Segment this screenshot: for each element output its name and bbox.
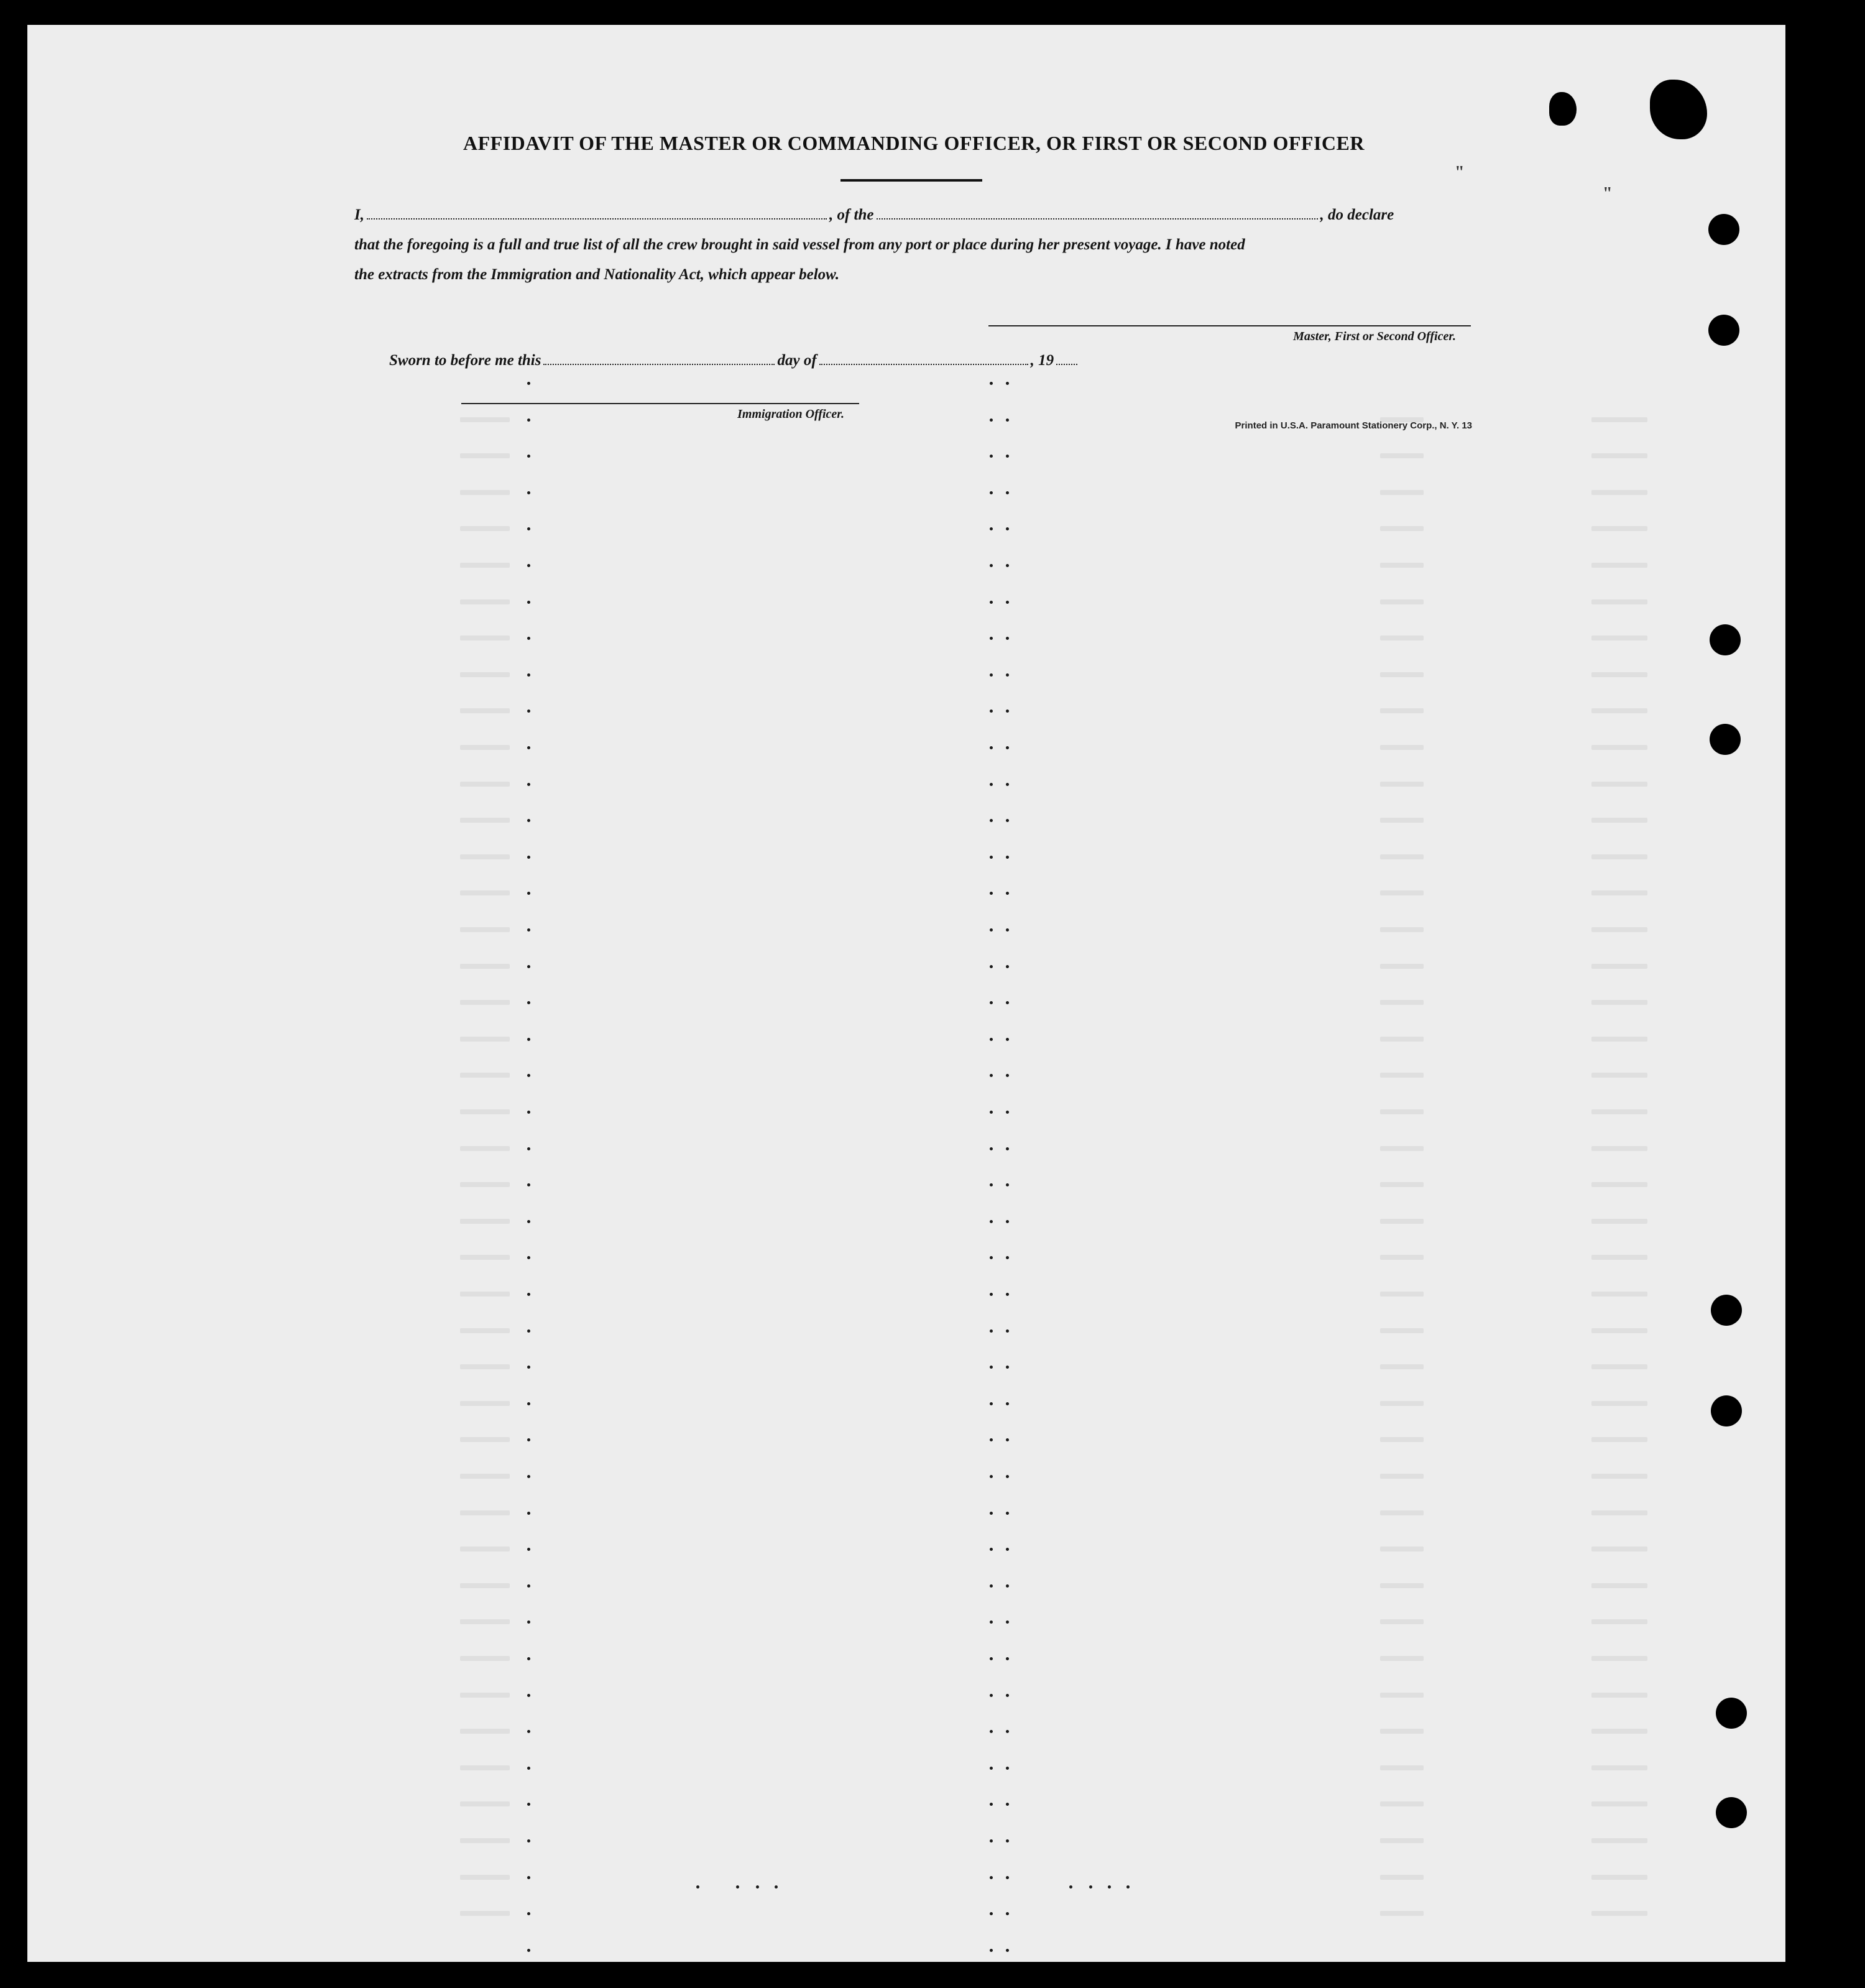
bleed-through-mark	[1380, 1693, 1424, 1698]
bleed-through-mark	[460, 1474, 510, 1479]
column-dot	[1006, 601, 1009, 604]
column-dot	[1006, 1620, 1009, 1624]
bleed-through-mark	[1380, 1182, 1424, 1187]
bleed-through-mark	[1380, 927, 1424, 932]
column-dot	[990, 746, 993, 749]
bleed-through-mark	[1380, 1729, 1424, 1734]
sworn-month-field[interactable]	[819, 363, 1028, 365]
bleed-through-mark	[460, 1219, 510, 1224]
punch-hole-icon	[1711, 1395, 1742, 1426]
bleed-through-mark	[1591, 1838, 1647, 1843]
column-dot	[1006, 527, 1009, 530]
column-dot	[527, 1402, 530, 1405]
immigration-officer-caption: Immigration Officer.	[737, 407, 844, 421]
column-dot	[990, 382, 993, 385]
master-name-field[interactable]	[367, 218, 827, 220]
column-dot	[527, 1548, 530, 1551]
column-dot	[527, 856, 530, 859]
column-dot	[990, 1438, 993, 1441]
column-dot	[527, 819, 530, 822]
bleed-through-mark	[460, 1911, 510, 1916]
bleed-through-mark	[1380, 1437, 1424, 1442]
bleed-through-mark	[1591, 1109, 1647, 1114]
bleed-through-mark	[460, 563, 510, 568]
column-dot	[990, 1548, 993, 1551]
bleed-through-mark	[460, 1546, 510, 1551]
column-dot	[527, 1293, 530, 1296]
bleed-through-mark	[1591, 818, 1647, 823]
bleed-through-mark	[460, 1401, 510, 1406]
declaration-line-1	[354, 206, 1473, 224]
bleed-through-mark	[460, 782, 510, 787]
bleed-through-mark	[460, 1255, 510, 1260]
column-dot	[1006, 928, 1009, 932]
bleed-through-mark	[1591, 1037, 1647, 1042]
bleed-through-mark	[460, 1109, 510, 1114]
column-dot	[990, 710, 993, 713]
declaration-line-2: that the foregoing is a full and true list of all the crew brought in said vessel from any port or place during her present voyage. I have noted	[354, 236, 1245, 253]
column-dot	[1006, 1730, 1009, 1733]
column-dot	[990, 1329, 993, 1333]
bleed-through-mark	[460, 1292, 510, 1297]
bleed-through-mark	[1380, 1401, 1424, 1406]
column-dot	[1006, 673, 1009, 677]
column-dot	[527, 527, 530, 530]
column-dot	[527, 673, 530, 677]
bleed-through-mark	[1591, 1292, 1647, 1297]
column-dot	[527, 1438, 530, 1441]
bleed-through-mark	[460, 1073, 510, 1078]
column-dot	[990, 856, 993, 859]
bleed-through-mark	[1591, 636, 1647, 640]
bleed-through-mark	[1591, 1729, 1647, 1734]
bleed-through-mark	[1380, 1546, 1424, 1551]
document-page	[27, 25, 1785, 1962]
bleed-through-mark	[1591, 1255, 1647, 1260]
column-dot	[527, 710, 530, 713]
column-dot	[990, 819, 993, 822]
column-dot	[1006, 1038, 1009, 1041]
column-dot	[990, 1293, 993, 1296]
column-dot	[527, 1038, 530, 1041]
bleed-through-mark	[460, 636, 510, 640]
column-dot	[1006, 1366, 1009, 1369]
column-dot	[1006, 491, 1009, 494]
bleed-through-mark	[460, 890, 510, 895]
column-dot	[1006, 1657, 1009, 1660]
vessel-name-field[interactable]	[877, 218, 1318, 220]
column-dot	[990, 601, 993, 604]
bleed-through-mark	[1591, 1328, 1647, 1333]
bleed-through-mark	[1380, 1656, 1424, 1661]
column-dot	[990, 564, 993, 567]
title-underline	[840, 179, 982, 182]
column-dot	[1006, 1402, 1009, 1405]
bleed-through-mark	[1380, 1219, 1424, 1224]
column-dot	[990, 1220, 993, 1223]
punch-hole-icon	[1711, 1295, 1742, 1326]
bleed-through-mark	[460, 1619, 510, 1624]
affidavit-title: AFFIDAVIT OF THE MASTER OR COMMANDING OFFICER, OR FIRST OR SECOND OFFICER	[463, 132, 1365, 154]
bleed-through-mark	[1380, 782, 1424, 787]
bleed-through-mark	[1591, 745, 1647, 750]
bleed-through-mark	[460, 1328, 510, 1333]
punch-hole-icon	[1708, 214, 1739, 245]
bleed-through-mark	[1380, 526, 1424, 531]
bleed-through-mark	[1380, 1510, 1424, 1515]
bleed-through-mark	[1591, 1801, 1647, 1806]
sworn-day-of: day of	[777, 352, 817, 369]
bleed-through-mark	[460, 745, 510, 750]
sworn-line	[389, 352, 1080, 369]
ink-blot-icon	[1549, 92, 1577, 126]
bleed-through-mark	[1380, 672, 1424, 677]
bleed-through-mark	[1380, 490, 1424, 495]
column-dot	[696, 1885, 699, 1889]
bleed-through-mark	[460, 1182, 510, 1187]
column-dot	[1006, 1256, 1009, 1259]
column-dot	[990, 673, 993, 677]
sworn-year-field[interactable]	[1056, 363, 1077, 365]
sworn-prefix: Sworn to before me this	[389, 352, 541, 369]
quote-mark-close: "	[1603, 184, 1613, 203]
bleed-through-mark	[460, 1437, 510, 1442]
column-dot	[527, 783, 530, 786]
bleed-through-mark	[1591, 453, 1647, 458]
column-dot	[1006, 1803, 1009, 1806]
quote-mark-open: "	[1455, 163, 1465, 182]
column-dot	[990, 455, 993, 458]
bleed-through-mark	[460, 1364, 510, 1369]
bleed-through-mark	[1380, 1328, 1424, 1333]
bleed-through-mark	[460, 490, 510, 495]
column-dot	[1006, 1001, 1009, 1004]
column-dot	[1126, 1885, 1130, 1889]
column-dot	[990, 1512, 993, 1515]
column-dot	[1006, 1767, 1009, 1770]
column-dot	[736, 1885, 739, 1889]
bleed-through-mark	[460, 526, 510, 531]
column-dot	[1006, 637, 1009, 640]
bleed-through-mark	[1380, 563, 1424, 568]
bleed-through-mark	[1591, 526, 1647, 531]
bleed-through-mark	[1591, 1401, 1647, 1406]
column-dot	[990, 1147, 993, 1150]
bleed-through-mark	[460, 599, 510, 604]
column-dot	[527, 1366, 530, 1369]
bleed-through-mark	[1380, 599, 1424, 604]
bleed-through-mark	[1380, 1765, 1424, 1770]
column-dot	[1006, 856, 1009, 859]
column-dot	[527, 1803, 530, 1806]
bleed-through-mark	[1380, 453, 1424, 458]
column-dot	[527, 382, 530, 385]
column-dot	[1006, 382, 1009, 385]
bleed-through-mark	[1380, 1364, 1424, 1369]
bleed-through-mark	[1591, 1875, 1647, 1880]
column-dot	[527, 1949, 530, 1952]
bleed-through-mark	[460, 453, 510, 458]
column-dot	[527, 928, 530, 932]
bleed-through-mark	[1591, 1583, 1647, 1588]
column-dot	[527, 1694, 530, 1697]
bleed-through-mark	[1380, 1109, 1424, 1114]
column-dot	[1006, 1694, 1009, 1697]
bleed-through-mark	[1591, 1146, 1647, 1151]
bleed-through-mark	[1380, 1146, 1424, 1151]
bleed-through-mark	[460, 672, 510, 677]
column-dot	[990, 637, 993, 640]
bleed-through-mark	[1591, 417, 1647, 422]
bleed-through-mark	[1380, 745, 1424, 750]
column-dot	[527, 1074, 530, 1077]
column-dot	[527, 1256, 530, 1259]
column-dot	[1006, 1220, 1009, 1223]
bleed-through-mark	[1380, 964, 1424, 969]
bleed-through-mark	[460, 1693, 510, 1698]
declaration-prefix: I,	[354, 206, 364, 223]
bleed-through-mark	[460, 1146, 510, 1151]
bleed-through-mark	[1591, 927, 1647, 932]
column-dot	[1006, 783, 1009, 786]
bleed-through-mark	[1380, 1801, 1424, 1806]
column-dot	[1006, 746, 1009, 749]
column-dot	[527, 892, 530, 895]
column-dot	[990, 1730, 993, 1733]
bleed-through-mark	[1591, 563, 1647, 568]
bleed-through-mark	[460, 708, 510, 713]
sworn-year-prefix: , 19	[1030, 352, 1054, 369]
bleed-through-mark	[1591, 964, 1647, 969]
column-dot	[990, 1839, 993, 1842]
column-dot	[990, 1001, 993, 1004]
column-dot	[527, 1876, 530, 1879]
sworn-day-field[interactable]	[543, 363, 775, 365]
bleed-through-mark	[460, 927, 510, 932]
column-dot	[527, 1730, 530, 1733]
bleed-through-mark	[1591, 1219, 1647, 1224]
column-dot	[990, 928, 993, 932]
column-dot	[1006, 1839, 1009, 1842]
column-dot	[1006, 564, 1009, 567]
column-dot	[527, 1183, 530, 1186]
column-dot	[527, 564, 530, 567]
column-dot	[990, 1657, 993, 1660]
bleed-through-mark	[1591, 1765, 1647, 1770]
bleed-through-mark	[1591, 708, 1647, 713]
column-dot	[527, 455, 530, 458]
column-dot	[527, 1111, 530, 1114]
bleed-through-mark	[1591, 1073, 1647, 1078]
column-dot	[990, 527, 993, 530]
bleed-through-mark	[460, 1656, 510, 1661]
column-dot	[1006, 1475, 1009, 1478]
punch-hole-icon	[1716, 1797, 1747, 1828]
column-dot	[756, 1885, 759, 1889]
column-dot	[527, 1329, 530, 1333]
bleed-through-mark	[1591, 1911, 1647, 1916]
bleed-through-mark	[460, 818, 510, 823]
column-dot	[1006, 1074, 1009, 1077]
master-signature-caption: Master, First or Second Officer.	[1293, 330, 1456, 343]
column-dot	[1006, 819, 1009, 822]
column-dot	[990, 1475, 993, 1478]
column-dot	[990, 1694, 993, 1697]
column-dot	[990, 1402, 993, 1405]
bleed-through-mark	[460, 1510, 510, 1515]
column-dot	[527, 1147, 530, 1150]
punch-hole-icon	[1710, 624, 1741, 655]
bleed-through-mark	[1591, 1546, 1647, 1551]
column-dot	[527, 418, 530, 422]
bleed-through-mark	[1591, 1510, 1647, 1515]
column-dot	[990, 1949, 993, 1952]
column-dot	[1006, 1584, 1009, 1588]
bleed-through-mark	[1591, 1656, 1647, 1661]
column-dot	[1006, 1548, 1009, 1551]
column-dot	[527, 1001, 530, 1004]
bleed-through-mark	[1591, 1364, 1647, 1369]
bleed-through-mark	[1591, 1619, 1647, 1624]
column-dot	[1006, 1512, 1009, 1515]
column-dot	[990, 1183, 993, 1186]
bleed-through-mark	[460, 1765, 510, 1770]
bleed-through-mark	[1591, 672, 1647, 677]
bleed-through-mark	[460, 1729, 510, 1734]
column-dot	[990, 1876, 993, 1879]
bleed-through-mark	[1591, 782, 1647, 787]
column-dot	[990, 1111, 993, 1114]
column-dot	[990, 1584, 993, 1588]
bleed-through-mark	[1591, 1437, 1647, 1442]
declaration-do-declare: , do declare	[1320, 206, 1394, 223]
column-dot	[527, 491, 530, 494]
bleed-through-mark	[1380, 708, 1424, 713]
bleed-through-mark	[1380, 890, 1424, 895]
column-dot	[990, 1620, 993, 1624]
column-dot	[527, 1512, 530, 1515]
bleed-through-mark	[460, 964, 510, 969]
bleed-through-mark	[1591, 1000, 1647, 1005]
column-dot	[1006, 418, 1009, 422]
column-dot	[1006, 1293, 1009, 1296]
bleed-through-mark	[1380, 636, 1424, 640]
bleed-through-mark	[1380, 1073, 1424, 1078]
column-dot	[990, 892, 993, 895]
column-dot	[990, 1803, 993, 1806]
punch-hole-icon	[1716, 1698, 1747, 1729]
bleed-through-mark	[460, 1875, 510, 1880]
column-dot	[527, 1220, 530, 1223]
column-dot	[1006, 892, 1009, 895]
column-dot	[990, 1366, 993, 1369]
column-dot	[527, 965, 530, 968]
column-dot	[527, 1912, 530, 1915]
bleed-through-mark	[1591, 599, 1647, 604]
bleed-through-mark	[460, 1000, 510, 1005]
column-dot	[990, 1767, 993, 1770]
bleed-through-mark	[1591, 1474, 1647, 1479]
declaration-line-3: the extracts from the Immigration and Nationality Act, which appear below.	[354, 266, 840, 283]
bleed-through-mark	[1380, 818, 1424, 823]
bleed-through-mark	[1380, 1474, 1424, 1479]
column-dot	[527, 1475, 530, 1478]
bleed-through-mark	[1380, 1292, 1424, 1297]
column-dot	[527, 601, 530, 604]
bleed-through-mark	[1591, 1693, 1647, 1698]
bleed-through-mark	[460, 1801, 510, 1806]
column-dot	[1006, 1949, 1009, 1952]
bleed-through-mark	[1591, 1182, 1647, 1187]
bleed-through-mark	[1380, 1583, 1424, 1588]
column-dot	[1089, 1885, 1092, 1889]
column-dot	[527, 1767, 530, 1770]
bleed-through-mark	[460, 1583, 510, 1588]
bleed-through-mark	[1380, 1911, 1424, 1916]
bleed-through-mark	[460, 1037, 510, 1042]
column-dot	[527, 1839, 530, 1842]
column-dot	[990, 1256, 993, 1259]
bleed-through-mark	[1591, 890, 1647, 895]
column-dot	[775, 1885, 778, 1889]
column-dot	[1006, 710, 1009, 713]
immigration-officer-signature-line[interactable]	[461, 403, 859, 404]
column-dot	[1006, 455, 1009, 458]
column-dot	[990, 418, 993, 422]
column-dot	[1069, 1885, 1072, 1889]
column-dot	[1006, 1438, 1009, 1441]
column-dot	[527, 1584, 530, 1588]
column-dot	[1006, 1912, 1009, 1915]
column-dot	[527, 1657, 530, 1660]
bleed-through-mark	[1380, 1255, 1424, 1260]
column-dot	[527, 1620, 530, 1624]
column-dot	[1006, 1147, 1009, 1150]
column-dot	[1006, 1111, 1009, 1114]
bleed-through-mark	[460, 854, 510, 859]
master-signature-line[interactable]	[988, 325, 1471, 326]
column-dot	[990, 491, 993, 494]
column-dot	[990, 1912, 993, 1915]
punch-hole-icon	[1708, 315, 1739, 346]
column-dot	[990, 1038, 993, 1041]
bleed-through-mark	[1591, 490, 1647, 495]
column-dot	[1006, 1329, 1009, 1333]
column-dot	[990, 1074, 993, 1077]
bleed-through-mark	[1591, 854, 1647, 859]
bleed-through-mark	[1380, 1838, 1424, 1843]
column-dot	[990, 783, 993, 786]
bleed-through-mark	[1380, 1000, 1424, 1005]
bleed-through-mark	[1380, 1875, 1424, 1880]
bleed-through-mark	[1380, 1619, 1424, 1624]
punch-hole-icon	[1710, 724, 1741, 755]
column-dot	[527, 746, 530, 749]
column-dot	[1006, 1876, 1009, 1879]
printer-imprint: Printed in U.S.A. Paramount Stationery Corp., N. Y. 13	[1235, 420, 1472, 431]
column-dot	[990, 965, 993, 968]
bleed-through-mark	[1380, 1037, 1424, 1042]
column-dot	[1006, 1183, 1009, 1186]
column-dot	[1108, 1885, 1111, 1889]
bleed-through-mark	[460, 1838, 510, 1843]
column-dot	[527, 637, 530, 640]
column-dot	[1006, 965, 1009, 968]
declaration-of-the: , of the	[829, 206, 874, 223]
bleed-through-mark	[1380, 854, 1424, 859]
